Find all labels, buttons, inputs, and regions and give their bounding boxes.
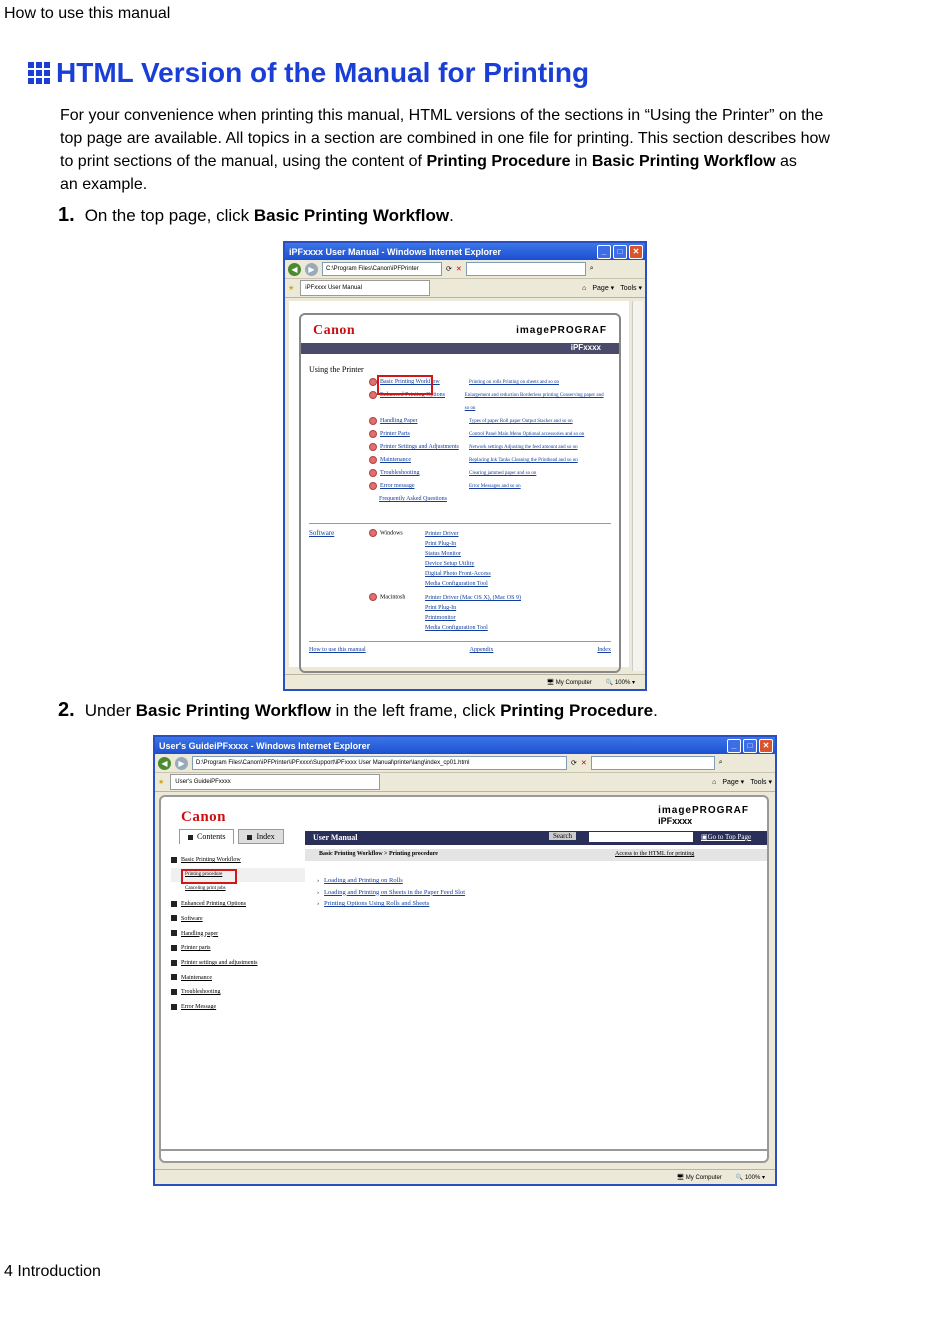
back-icon[interactable]: ◀ xyxy=(288,263,301,276)
main-link[interactable]: › Loading and Printing on Sheets in the Paper Feed Slot xyxy=(317,888,466,896)
nav-item[interactable]: Software xyxy=(171,912,305,927)
software-link[interactable]: Printmonitor xyxy=(425,615,456,621)
browser-tab[interactable]: User's GuideiPFxxxx xyxy=(170,774,380,790)
intro-line: For your convenience when printing this manual, HTML versions of the sections in “Using the Printer” on the xyxy=(60,107,824,124)
nav-item[interactable]: Basic Printing Workflow xyxy=(171,853,305,868)
divider xyxy=(309,523,611,524)
link-error[interactable]: Error message xyxy=(380,483,415,489)
address-bar[interactable]: C:\Program Files\Canon\iPFPrinter xyxy=(322,262,442,276)
nav-item[interactable]: Printer parts xyxy=(171,941,305,956)
link-maintenance[interactable]: Maintenance xyxy=(380,457,411,463)
forward-icon[interactable]: ▶ xyxy=(305,263,318,276)
home-icon[interactable]: ⌂ xyxy=(582,284,587,292)
software-link[interactable]: Printer Driver (Mac OS X), (Mac OS 9) xyxy=(425,595,521,601)
software-link[interactable]: Media Configuration Tool xyxy=(425,581,488,587)
software-link[interactable]: Digital Photo Front-Access xyxy=(425,571,491,577)
breadcrumb: Basic Printing Workflow > Printing procedure xyxy=(319,851,438,857)
browser-tab[interactable]: iPFxxxx User Manual xyxy=(300,280,430,296)
product-logo: imagePROGRAF xyxy=(516,325,607,336)
link-enhanced[interactable]: Enhanced Printing Options xyxy=(380,392,445,398)
model-bar: iPFxxxx xyxy=(301,343,619,354)
search-icon[interactable]: ⌕ xyxy=(589,265,594,272)
browser-window-1 xyxy=(283,241,647,691)
main-links xyxy=(317,875,465,910)
link-faq[interactable]: Frequently Asked Questions xyxy=(379,496,447,502)
close-icon[interactable]: ✕ xyxy=(629,245,643,259)
address-toolbar xyxy=(285,260,645,279)
breadcrumb-bar xyxy=(305,849,767,861)
stop-icon[interactable]: ✕ xyxy=(580,760,587,767)
refresh-icon[interactable]: ⟳ xyxy=(446,266,452,273)
list-item xyxy=(369,415,609,428)
software-link[interactable]: Print Plug-In xyxy=(425,541,457,547)
favorites-icon[interactable]: ★ xyxy=(158,779,165,786)
software-link[interactable]: Print Plug-In xyxy=(425,605,457,611)
list-item xyxy=(369,493,609,506)
title-text: HTML Version of the Manual for Printing xyxy=(56,57,590,88)
tab-row xyxy=(155,773,775,792)
back-icon[interactable]: ◀ xyxy=(158,757,171,770)
link-troubleshooting[interactable]: Troubleshooting xyxy=(380,470,420,476)
nav-item[interactable]: Error Message xyxy=(171,1000,305,1015)
intro-line: an example. xyxy=(60,176,148,193)
nav-item[interactable]: Enhanced Printing Options xyxy=(171,897,305,912)
access-html-link[interactable]: Access to the HTML for printing xyxy=(615,851,695,857)
link-parts[interactable]: Printer Parts xyxy=(380,431,410,437)
tab-index[interactable]: Index xyxy=(238,829,283,844)
status-zone: 🖥 My Computer xyxy=(546,679,592,686)
canon-logo: Canon xyxy=(313,323,356,338)
nav-subitem[interactable]: Canceling print jobs xyxy=(185,886,226,892)
page-menu[interactable]: Page ▾ xyxy=(722,779,745,786)
manual-label: User Manual xyxy=(313,833,358,842)
divider xyxy=(161,1149,767,1151)
section-software[interactable]: Software xyxy=(309,529,335,537)
intro-paragraph xyxy=(60,104,860,196)
canon-logo: Canon xyxy=(181,809,227,825)
page-content xyxy=(159,795,769,1163)
link-handling[interactable]: Handling Paper xyxy=(380,418,418,424)
search-button[interactable]: Search xyxy=(549,832,576,840)
nav-item[interactable]: Handling paper xyxy=(171,927,305,942)
intro-line: top page are available. All topics in a section are combined in one file for printing. This section describes how xyxy=(60,130,830,147)
window-titlebar: iPFxxxx User Manual - Windows Internet Explorer _ □ ✕ xyxy=(285,243,645,260)
tools-menu[interactable]: Tools ▾ xyxy=(620,285,642,292)
maximize-icon[interactable]: □ xyxy=(743,739,757,753)
nav-tabs xyxy=(179,829,284,844)
desc-link[interactable]: Types of paper Roll paper Output Stacker and so on xyxy=(469,419,573,424)
browser-window-2 xyxy=(153,735,777,1186)
minimize-icon[interactable]: _ xyxy=(727,739,741,753)
main-link[interactable]: › Printing Options Using Rolls and Sheets xyxy=(317,900,430,907)
how-to-use-link[interactable]: How to use this manual xyxy=(309,647,366,653)
index-link[interactable]: Index xyxy=(597,647,611,653)
intro-line: to print sections of the manual, using the content of Printing Procedure in Basic Printing Workflow as xyxy=(60,153,797,170)
window-titlebar: User's GuideiPFxxxx - Windows Internet Explorer _ □ ✕ xyxy=(155,737,775,754)
link-settings[interactable]: Printer Settings and Adjustments xyxy=(380,444,459,450)
desc-link[interactable]: Replacing Ink Tanks Cleaning the Printhead and so on xyxy=(469,458,578,463)
software-link[interactable]: Media Configuration Tool xyxy=(425,625,488,631)
product-logo: imagePROGRAF iPFxxxx xyxy=(658,805,749,826)
favorites-icon[interactable]: ★ xyxy=(288,285,295,292)
desc-link[interactable]: Enlargement and reduction Borderless printing Conserving paper and so on xyxy=(464,393,604,411)
mac-links xyxy=(425,593,521,633)
windows-label: Windows xyxy=(369,529,403,537)
software-link[interactable]: Status Monitor xyxy=(425,551,461,557)
divider xyxy=(309,641,611,642)
section-title xyxy=(28,57,589,89)
stop-icon[interactable]: ✕ xyxy=(455,266,462,273)
forward-icon[interactable]: ▶ xyxy=(175,757,188,770)
nav-item[interactable]: Maintenance xyxy=(171,971,305,986)
appendix-link[interactable]: Appendix xyxy=(469,647,494,653)
home-icon[interactable]: ⌂ xyxy=(712,778,717,786)
refresh-icon[interactable]: ⟳ xyxy=(571,760,577,767)
address-bar[interactable]: D:\Program Files\Canon\iPFPrinter\iPFxxxx\Support\iPFxxxx User Manual\printer\lang\index_cp01.html xyxy=(192,756,567,770)
address-toolbar xyxy=(155,754,775,773)
main-link[interactable]: › Loading and Printing on Rolls xyxy=(317,877,403,884)
manual-bar xyxy=(305,831,767,845)
minimize-icon[interactable]: _ xyxy=(597,245,611,259)
maximize-icon[interactable]: □ xyxy=(613,245,627,259)
mac-label: Macintosh xyxy=(369,593,405,601)
step-1: 1. On the top page, click Basic Printing Workflow. xyxy=(58,204,454,226)
tools-menu[interactable]: Tools ▾ xyxy=(750,779,772,786)
software-link[interactable]: Device Setup Utility xyxy=(425,561,475,567)
zoom-level[interactable]: 🔍 100% ▾ xyxy=(605,679,635,686)
running-header: How to use this manual xyxy=(4,5,171,22)
scrollbar[interactable] xyxy=(632,301,643,671)
list-item xyxy=(369,480,609,493)
highlight-box xyxy=(181,869,237,884)
page-content xyxy=(289,301,629,667)
page-menu[interactable]: Page ▾ xyxy=(592,285,615,292)
tab-row xyxy=(285,279,645,298)
tab-contents[interactable]: Contents xyxy=(179,829,234,844)
status-bar xyxy=(155,1169,775,1184)
list-item xyxy=(369,454,609,467)
top-page-link[interactable]: ▣Go to Top Page xyxy=(701,833,752,841)
manual-search-input[interactable] xyxy=(589,832,693,842)
status-bar xyxy=(285,674,645,689)
desc-link[interactable]: Printing on rolls Printing on sheets and so on xyxy=(469,380,559,385)
section-using-printer: Using the Printer xyxy=(309,365,364,374)
list-item xyxy=(369,441,609,454)
grid-icon xyxy=(28,62,50,84)
step-2: 2. Under Basic Printing Workflow in the left frame, click Printing Procedure. xyxy=(58,699,658,721)
list-item xyxy=(369,467,609,480)
zoom-level[interactable]: 🔍 100% ▾ xyxy=(735,1174,765,1181)
frame-footer xyxy=(309,647,611,653)
search-input[interactable] xyxy=(591,756,715,770)
link-basic-printing[interactable]: Basic Printing Workflow xyxy=(380,379,440,385)
nav-subitem[interactable]: Printing procedure xyxy=(171,868,305,883)
page-footer: 4 Introduction xyxy=(4,1263,101,1280)
status-zone: 🖥 My Computer xyxy=(676,1174,722,1181)
search-icon[interactable]: ⌕ xyxy=(718,759,723,766)
manual-frame xyxy=(299,313,621,673)
list-item xyxy=(369,428,609,441)
highlight-box xyxy=(377,375,433,395)
search-input[interactable] xyxy=(466,262,586,276)
close-icon[interactable]: ✕ xyxy=(759,739,773,753)
using-list xyxy=(369,376,609,506)
windows-links xyxy=(425,529,491,589)
nav-item[interactable]: Printer settings and adjustments xyxy=(171,956,305,971)
desc-link[interactable]: Network settings Adjusting the feed amount and so on xyxy=(469,445,578,450)
desc-link[interactable]: Error Messages and so on xyxy=(469,484,521,489)
software-link[interactable]: Printer Driver xyxy=(425,531,459,537)
nav-item[interactable]: Troubleshooting xyxy=(171,985,305,1000)
desc-link[interactable]: Control Panel Main Menu Optional accessories and so on xyxy=(469,432,585,437)
desc-link[interactable]: Clearing jammed paper and so on xyxy=(469,471,537,476)
